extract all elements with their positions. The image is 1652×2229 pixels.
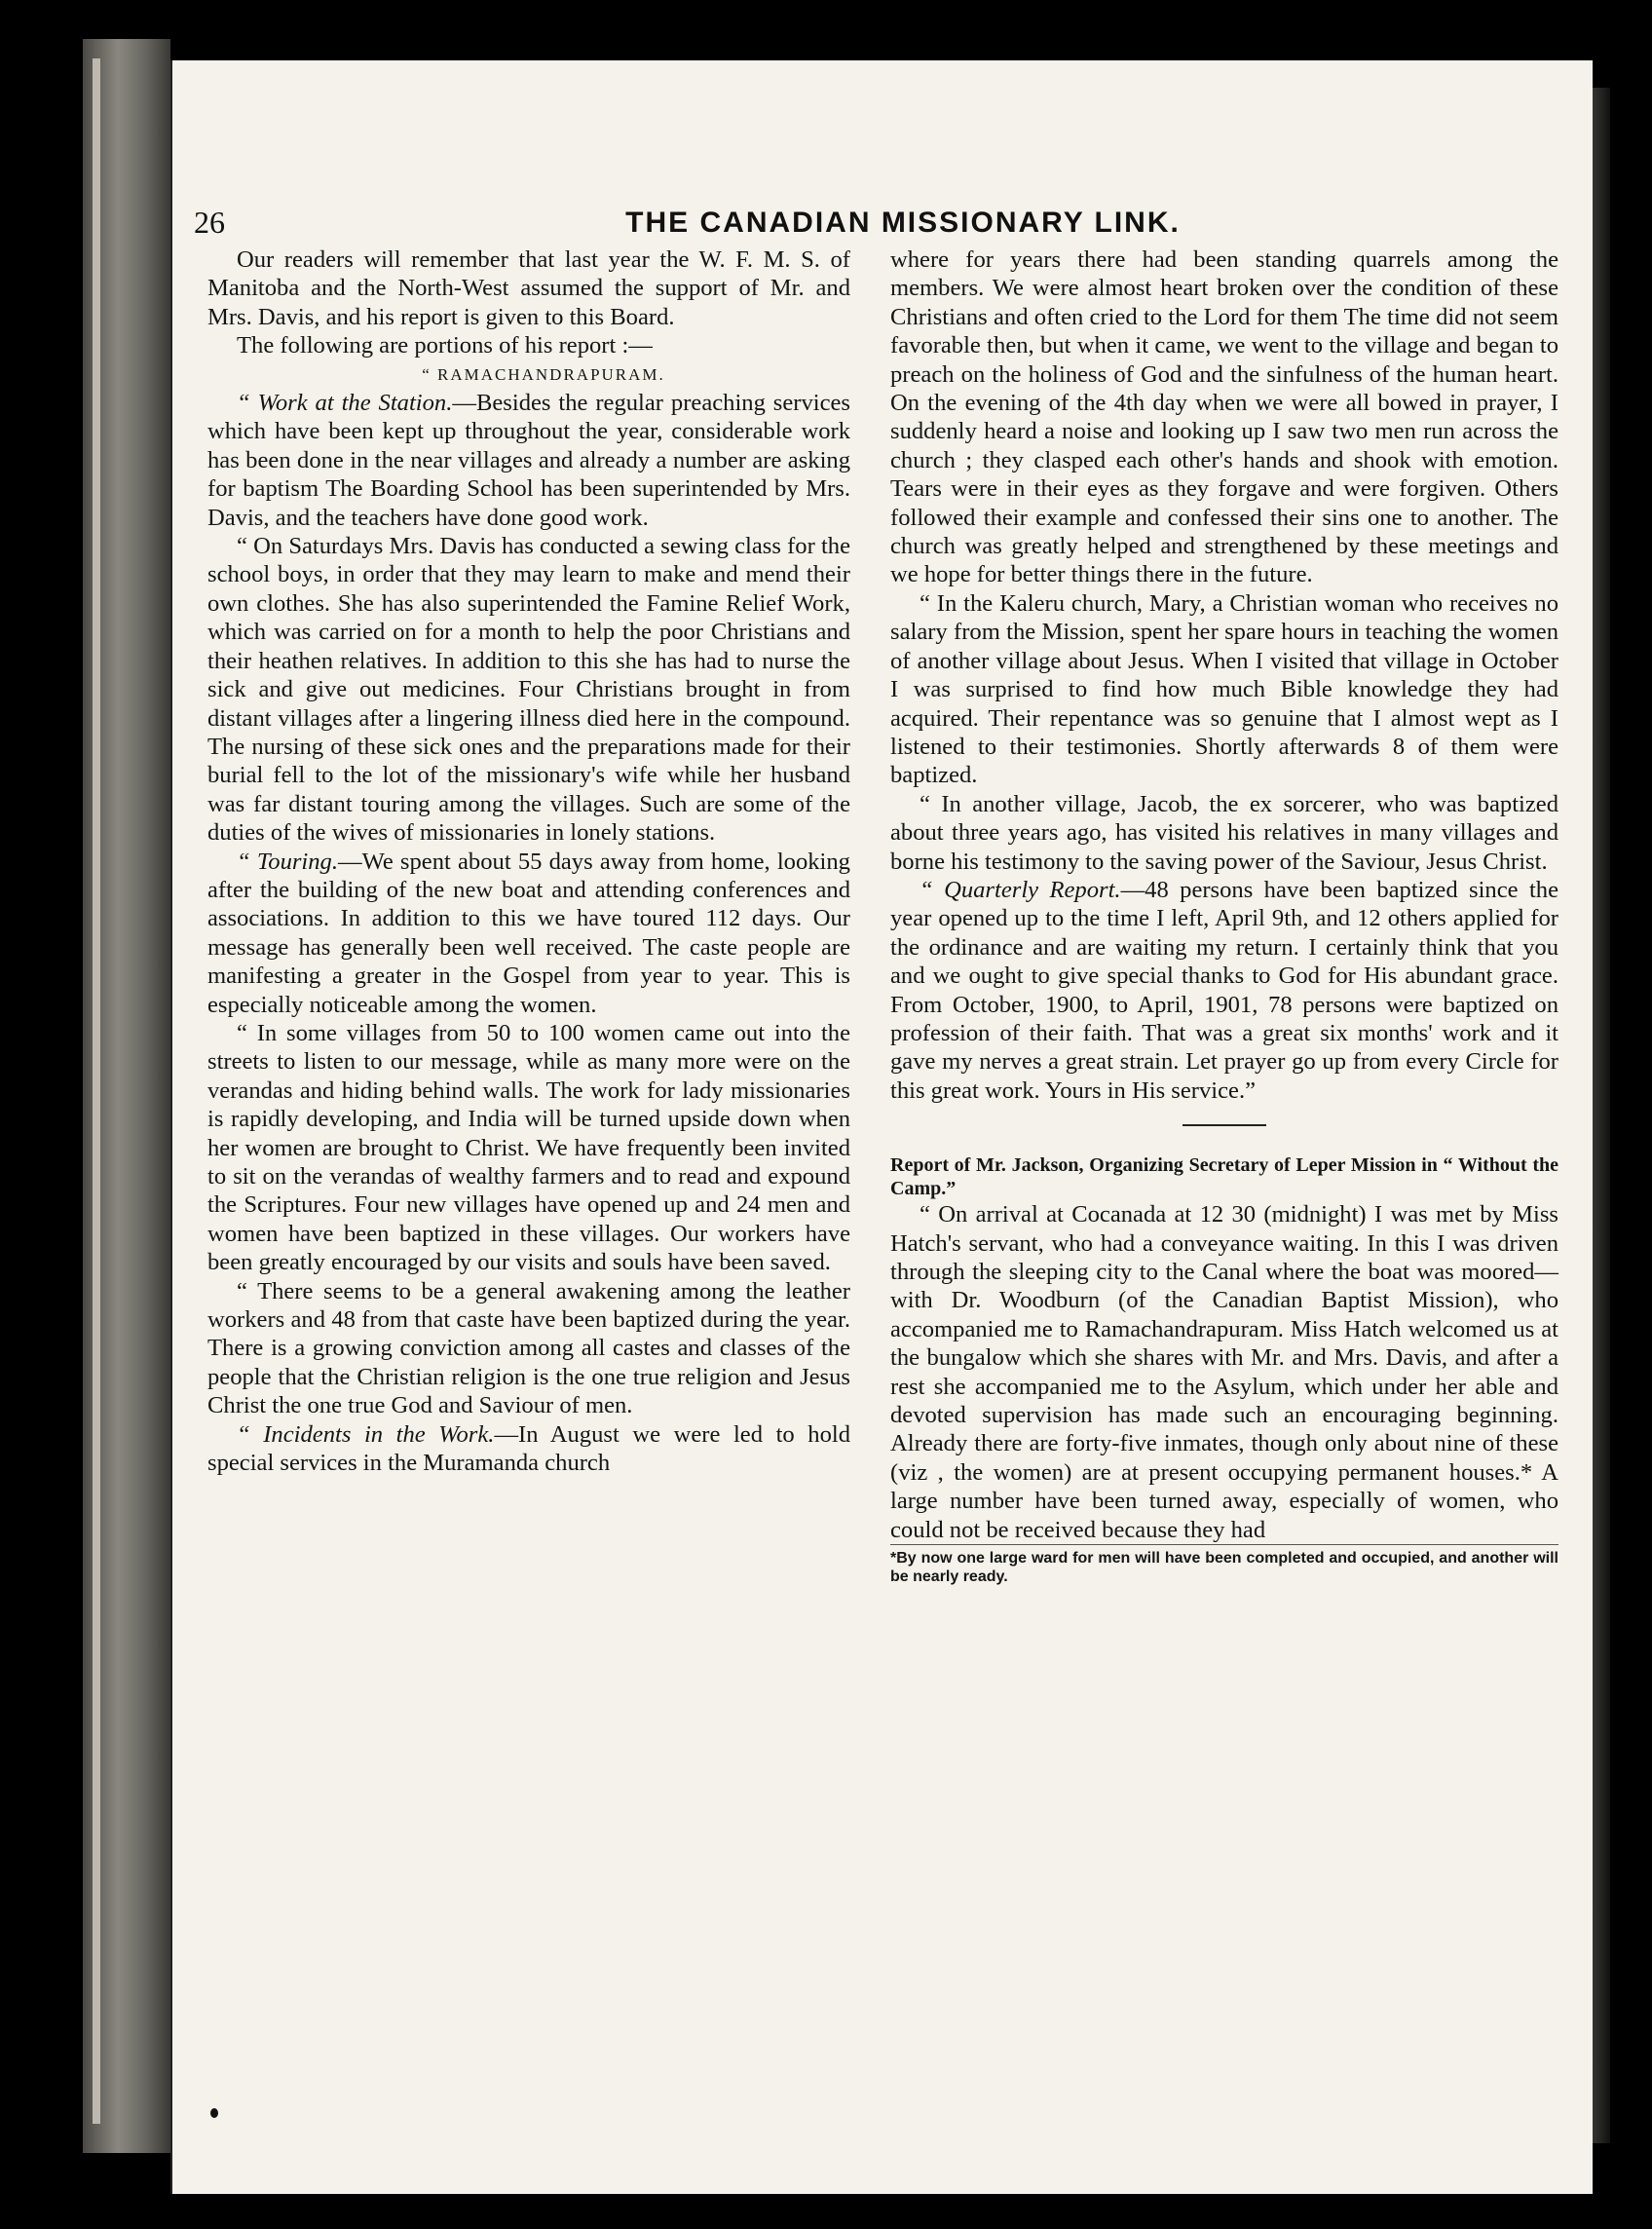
touring-paragraph xyxy=(207,848,850,1019)
incidents-paragraph xyxy=(207,1420,850,1478)
kaleru-paragraph: “ In the Kaleru church, Mary, a Christian woman who receives no salary from the Mission, spent her spare hours in teaching the women of another village about Jesus. When I visited that village in October I was surprised to find how much Bible knowledge they had acquired. Their repentance was so genuine that I almost wept as I listened to their testimonies. Shortly afterwards 8 of them were baptized. xyxy=(890,589,1558,789)
report-heading: Report of Mr. Jackson, Organizing Secretary of Leper Mission in “ Without the Camp.” xyxy=(890,1154,1558,1200)
incidents-label: “ Incidents in the Work. xyxy=(237,1420,495,1448)
left-column xyxy=(207,246,850,1477)
touring-text: —We spent about 55 days away from home, looking after the building of the new boat and attending conferences and associations. In addition to this we have toured 112 days. Our message has generally been well received. The caste people are manifesting a greater in the Gospel from year to year. This is especially noticeable among the women. xyxy=(207,848,850,1018)
station-text: —Besides the regular preaching services which have been kept up throughout the year, considerable work has been done in the near villages and already a number are asking for baptism The Boarding School has been superintended by Mrs. Davis, and the teachers have done good work. xyxy=(207,390,850,531)
quarterly-paragraph xyxy=(890,876,1558,1105)
station-label: “ Work at the Station. xyxy=(237,390,453,417)
intro-paragraph-2: The following are portions of his report :— xyxy=(237,332,653,359)
quarterly-text: —48 persons have been baptized since the year opened up to the time I left, April 9th, and 12 others applied for the ordinance and are waiting my return. I certainly think that you and we ought to give special thanks to God for His abundant grace. From October, 1900, to April, 1901, 78 persons were baptized on profession of their faith. That was a great six months' work and it gave my nerves a great strain. Let prayer go up from every Circle for this great work. Yours in His service.” xyxy=(890,876,1559,1104)
right-column xyxy=(890,246,1558,1586)
ink-speck xyxy=(210,2108,218,2118)
quarterly-label: “ Quarterly Report. xyxy=(920,876,1121,903)
page-number: 26 xyxy=(194,205,225,240)
saturdays-paragraph: “ On Saturdays Mrs. Davis has conducted a sewing class for the school boys, in order that they may learn to make and mend their own clothes. She has also superintended the Famine Relief Work, which was carried on for a month to help the poor Christians and their heathen relatives. In addition to this she has had to nurse the sick and give out medicines. Four Christians brought in from distant villages after a lingering illness died here in the compound. The nursing of these sick ones and the preparations made for their burial fell to the lot of the missionary's wife while her husband was far distant touring among the villages. Such are some of the duties of the wives of missionaries in lonely stations. xyxy=(207,533,850,847)
station-paragraph xyxy=(207,389,850,532)
document-page xyxy=(170,60,1593,2194)
running-title: THE CANADIAN MISSIONARY LINK. xyxy=(625,207,1181,239)
incidents-text: —In August we were led to hold special services in the Muramanda church xyxy=(207,1420,851,1477)
villages-paragraph: “ In some villages from 50 to 100 women came out into the streets to listen to our message, while as many more were on the verandas and hiding behind walls. The work for lady missionaries is rapidly developing, and India will be turned upside down when her women are brought to Christ. We have frequently been invited to sit on the verandas of wealthy farmers and to read and expound the Scriptures. Four new villages have opened up and 24 men and women have been baptized in these villages. Our workers have been greatly encouraged by our visits and souls have been saved. xyxy=(207,1019,850,1276)
intro-paragraph: Our readers will remember that last year the W. F. M. S. of Manitoba and the North-West assumed the support of Mr. and Mrs. Davis, and his report is given to this Board. xyxy=(207,246,850,330)
section-divider xyxy=(1183,1124,1266,1126)
section-heading: “ RAMACHANDRAPURAM. xyxy=(422,364,665,384)
right-page-edge xyxy=(1591,88,1610,2143)
awakening-paragraph: “ There seems to be a general awakening among the leather workers and 48 from that caste have been baptized during the year. There is a growing conviction among all castes and classes of the people that the Christian religion is the one true religion and Jesus Christ the one true God and Saviour of men. xyxy=(207,1277,850,1419)
continuation-paragraph: where for years there had been standing quarrels among the members. We were almost heart broken over the condition of these Christians and often cried to the Lord for them The time did not seem favorable then, but when it came, we went to the village and began to preach on the holiness of God and the sinfulness of the human heart. On the evening of the 4th day when we were all bowed in prayer, I suddenly heard a noise and looking up I saw two men run across the church ; they clasped each other's hands and shook with emotion. Tears were in their eyes as they forgave and were forgiven. Others followed their example and confessed their sins one to another. The church was greatly helped and strengthened by these meetings and we hope for better things there in the future. xyxy=(890,246,1558,588)
arrival-paragraph: “ On arrival at Cocanada at 12 30 (midnight) I was met by Miss Hatch's servant, who had a conveyance waiting. In this I was driven through the sleeping city to the Canal where the boat was moored—with Dr. Woodburn (of the Canadian Baptist Mission), who accompanied me to Ramachandrapuram. Miss Hatch welcomed us at the bungalow which she shares with Mr. and Mrs. Davis, and after a rest she accompanied me to the Asylum, which under her able and devoted supervision has made such an encouraging beginning. Already there are forty-five inmates, though only about nine of these (viz , the women) are at present occupying permanent houses.* A large number have been turned away, especially of women, who could not be received because they had xyxy=(890,1201,1558,1543)
page-edges xyxy=(93,58,100,2124)
touring-label: “ Touring. xyxy=(237,848,339,875)
footnote: *By now one large ward for men will have been completed and occupied, and another will be nearly ready. xyxy=(890,1544,1558,1586)
jacob-paragraph: “ In another village, Jacob, the ex sorcerer, who was baptized about three years ago, has visited his relatives in many villages and borne his testimony to the saving power of the Saviour, Jesus Christ. xyxy=(890,790,1558,875)
